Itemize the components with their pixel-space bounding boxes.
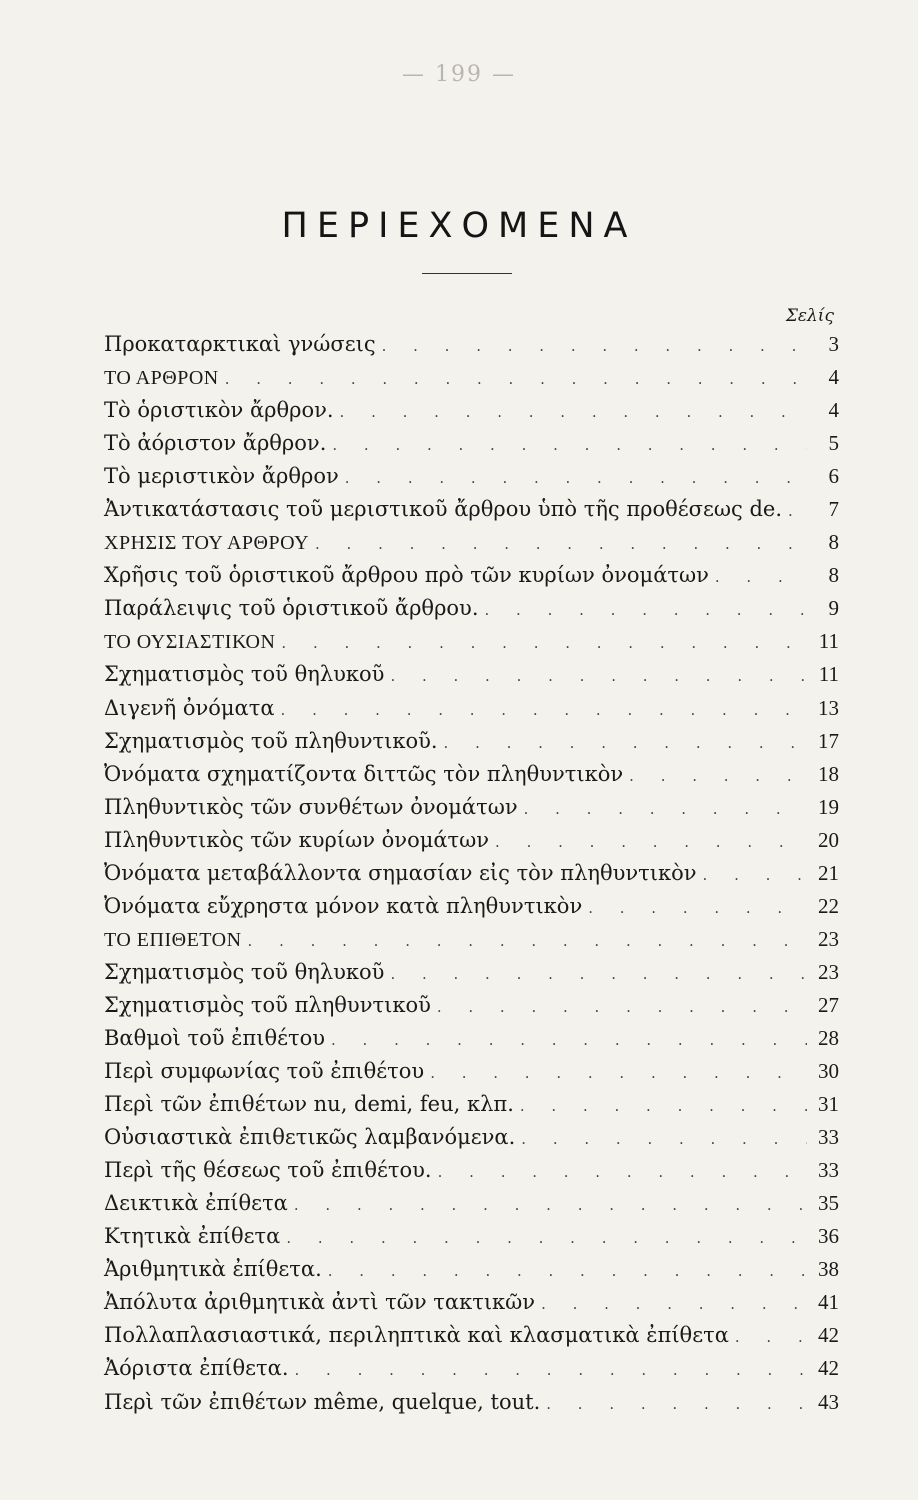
page-title: ΠΕΡΙΕΧΟΜΕΝΑ — [281, 206, 637, 246]
toc-entry — [104, 592, 839, 625]
toc-entry-page: 5 — [828, 431, 839, 456]
page-column-header: Σελίς — [785, 306, 834, 326]
toc-entry-label: Πληθυντικὸς τῶν συνθέτων ὀνομάτων — [104, 794, 518, 819]
dot-leader — [629, 760, 807, 793]
toc-entry-page: 4 — [828, 398, 839, 423]
toc-entry-page: 7 — [828, 497, 839, 522]
toc-entry-label: Δεικτικὰ ἐπίθετα — [104, 1191, 288, 1216]
toc-entry-page: 20 — [818, 827, 839, 852]
dot-leader — [715, 561, 807, 594]
toc-entry-page: 23 — [818, 926, 839, 951]
toc-entry-label: Ἀπόλυτα ἀριθμητικὰ ἀντὶ τῶν τακτικῶν — [104, 1290, 536, 1315]
toc-entry — [104, 1022, 839, 1055]
toc-entry — [104, 559, 839, 592]
toc-entry-page: 19 — [818, 794, 839, 819]
toc-entry — [104, 725, 839, 758]
toc-entry-label: Βαθμοὶ τοῦ ἐπιθέτου — [104, 1025, 326, 1050]
dot-leader — [281, 627, 807, 660]
toc-entry — [104, 1187, 839, 1220]
toc-entry-label: ΤΟ ΑΡΘΡΟΝ — [104, 367, 219, 390]
toc-entry-label: Σχηματισμὸς τοῦ θηλυκοῦ — [104, 959, 385, 984]
toc-entry — [104, 1055, 839, 1088]
toc-entry-page: 13 — [818, 695, 839, 720]
toc-entry-page: 42 — [818, 1323, 839, 1348]
toc-entry — [104, 824, 839, 857]
toc-entry-label: Διγενῆ ὀνόματα — [104, 695, 275, 720]
toc-entry — [104, 791, 839, 824]
toc-entry-label: Περὶ τῶν ἐπιθέτων nu, demi, feu, κλπ. — [104, 1092, 514, 1117]
toc-entry-label: Περὶ τῆς θέσεως τοῦ ἐπιθέτου. — [104, 1158, 432, 1183]
toc-entry-label: ΤΟ ΟΥΣΙΑΣΤΙΚΟΝ — [104, 631, 276, 654]
dot-leader — [382, 330, 807, 363]
toc-entry-label: Πληθυντικὸς τῶν κυρίων ὀνομάτων — [104, 827, 490, 852]
toc-entry-page: 35 — [818, 1191, 839, 1216]
dot-leader — [340, 396, 807, 429]
toc-entry-label: Περὶ τῶν ἐπιθέτων même, quelque, tout. — [104, 1389, 541, 1414]
toc-entry-page: 36 — [818, 1224, 839, 1249]
toc-entry-label: Κτητικὰ ἐπίθετα — [104, 1224, 281, 1249]
dot-leader — [444, 727, 807, 760]
dot-leader — [328, 1255, 807, 1288]
toc-entry-label: Ὀνόματα μεταβάλλοντα σημασίαν εἰς τὸν πληθυντικὸν — [104, 860, 697, 885]
toc-entry-label: Σχηματισμὸς τοῦ θηλυκοῦ — [104, 662, 385, 687]
dot-leader — [248, 925, 807, 958]
toc-entry-page: 8 — [828, 563, 839, 588]
dot-leader — [390, 958, 807, 991]
dot-leader — [735, 1321, 807, 1354]
dot-leader — [437, 991, 807, 1024]
toc-entry — [104, 427, 839, 460]
dot-leader — [332, 429, 807, 462]
dot-leader — [294, 1189, 807, 1222]
dot-leader — [485, 594, 807, 627]
toc-entry-label: ΤΟ ΕΠΙΘΕΤΟΝ — [104, 928, 242, 951]
toc-entry-page: 11 — [818, 629, 839, 654]
dot-leader — [541, 1288, 807, 1321]
toc-entry-page: 27 — [818, 992, 839, 1017]
toc-entry-page: 11 — [818, 662, 839, 687]
dot-leader — [281, 694, 807, 727]
toc-entry-page: 22 — [818, 893, 839, 918]
toc-entry — [104, 361, 839, 394]
toc-entry-label: Χρῆσις τοῦ ὁριστικοῦ ἄρθρου πρὸ τῶν κυρίων ὀνομάτων — [104, 563, 709, 588]
dot-leader — [315, 528, 807, 561]
toc-entry — [104, 328, 839, 361]
toc-entry-page: 28 — [818, 1025, 839, 1050]
toc-entry — [104, 857, 839, 890]
toc-entry — [104, 394, 839, 427]
dot-leader — [788, 495, 807, 528]
toc-entry-label: ΧΡΗΣΙΣ ΤΟΥ ΑΡΘΡΟΥ — [104, 532, 310, 555]
toc-entry — [104, 989, 839, 1022]
toc-entry-page: 43 — [818, 1389, 839, 1414]
toc-entry-page: 9 — [828, 596, 839, 621]
toc-entry — [104, 1154, 839, 1187]
toc-entry-label: Προκαταρκτικαὶ γνώσεις — [104, 332, 376, 356]
toc-entry-page: 4 — [828, 365, 839, 390]
toc-entry — [104, 625, 839, 658]
toc-entry-page: 38 — [818, 1257, 839, 1282]
dot-leader — [703, 859, 807, 892]
toc-entry-label: Ἀντικατάστασις τοῦ μεριστικοῦ ἄρθρου ὑπὸ τῆς προθέσεως de. — [104, 497, 782, 522]
toc-entry-label: Παράλειψις τοῦ ὁριστικοῦ ἄρθρου. — [104, 596, 479, 621]
toc-entry-page: 33 — [818, 1125, 839, 1150]
dot-leader — [295, 1354, 808, 1387]
dot-leader — [588, 892, 807, 925]
dot-leader — [390, 660, 807, 693]
page-number: — 199 — — [402, 62, 516, 87]
dot-leader — [345, 462, 807, 495]
dot-leader — [286, 1222, 807, 1255]
toc-entry-label: Ὀνόματα σχηματίζοντα διττῶς τὸν πληθυντικὸν — [104, 761, 624, 786]
toc-entry-page: 41 — [818, 1290, 839, 1315]
toc-entry-label: Σχηματισμὸς τοῦ πληθυντικοῦ — [104, 992, 431, 1017]
toc-entry — [104, 460, 839, 493]
title-rule — [422, 273, 512, 274]
toc-entry-label: Πολλαπλασιαστικά, περιληπτικὰ καὶ κλασματικὰ ἐπίθετα — [104, 1323, 729, 1348]
toc-entry-page: 21 — [818, 860, 839, 885]
toc-entry-page: 42 — [818, 1356, 839, 1381]
toc-entry-label: Ὀνόματα εὔχρηστα μόνον κατὰ πληθυντικὸν — [104, 893, 583, 918]
toc-entry — [104, 1286, 839, 1319]
dot-leader — [438, 1156, 807, 1189]
toc-entry — [104, 1253, 839, 1286]
toc-entry-page: 33 — [818, 1158, 839, 1183]
toc-entry-label: Σχηματισμὸς τοῦ πληθυντικοῦ. — [104, 728, 438, 753]
toc-entry — [104, 658, 839, 691]
toc-entry-label: Ἀόριστα ἐπίθετα. — [104, 1356, 289, 1381]
toc-entry-page: 17 — [818, 728, 839, 753]
dot-leader — [521, 1123, 807, 1156]
toc-entry — [104, 526, 839, 559]
dot-leader — [331, 1024, 807, 1057]
toc-entry-page: 8 — [828, 530, 839, 555]
toc-entry-label: Τὸ μεριστικὸν ἄρθρον — [104, 464, 339, 489]
toc-entry — [104, 890, 839, 923]
toc-entry-page: 18 — [818, 761, 839, 786]
toc-entry — [104, 1386, 839, 1419]
toc-entry-label: Τὸ ἀόριστον ἄρθρον. — [104, 431, 327, 456]
dot-leader — [225, 363, 807, 396]
toc-entry — [104, 493, 839, 526]
toc-entry — [104, 692, 839, 725]
toc-entry — [104, 758, 839, 791]
toc-entry-page: 31 — [818, 1092, 839, 1117]
toc-entry-label: Οὐσιαστικὰ ἐπιθετικῶς λαμβανόμενα. — [104, 1125, 516, 1150]
toc-entry-page: 30 — [818, 1059, 839, 1084]
dot-leader — [520, 1090, 807, 1123]
dot-leader — [546, 1388, 807, 1421]
dot-leader — [524, 793, 807, 826]
toc-entry — [104, 1319, 839, 1352]
toc-entry-label: Ἀριθμητικὰ ἐπίθετα. — [104, 1257, 322, 1282]
toc-entry — [104, 1352, 839, 1385]
toc-entry — [104, 1121, 839, 1154]
toc-entry — [104, 1088, 839, 1121]
toc-entry — [104, 923, 839, 956]
toc-entry — [104, 1220, 839, 1253]
toc-entry-label: Περὶ συμφωνίας τοῦ ἐπιθέτου — [104, 1059, 425, 1084]
toc-entry-page: 3 — [828, 332, 839, 356]
toc-entry-page: 6 — [828, 464, 839, 489]
dot-leader — [430, 1057, 807, 1090]
toc-entry-label: Τὸ ὁριστικὸν ἄρθρον. — [104, 398, 334, 423]
table-of-contents — [104, 328, 839, 1419]
toc-entry-page: 23 — [818, 959, 839, 984]
dot-leader — [495, 826, 807, 859]
toc-entry — [104, 956, 839, 989]
